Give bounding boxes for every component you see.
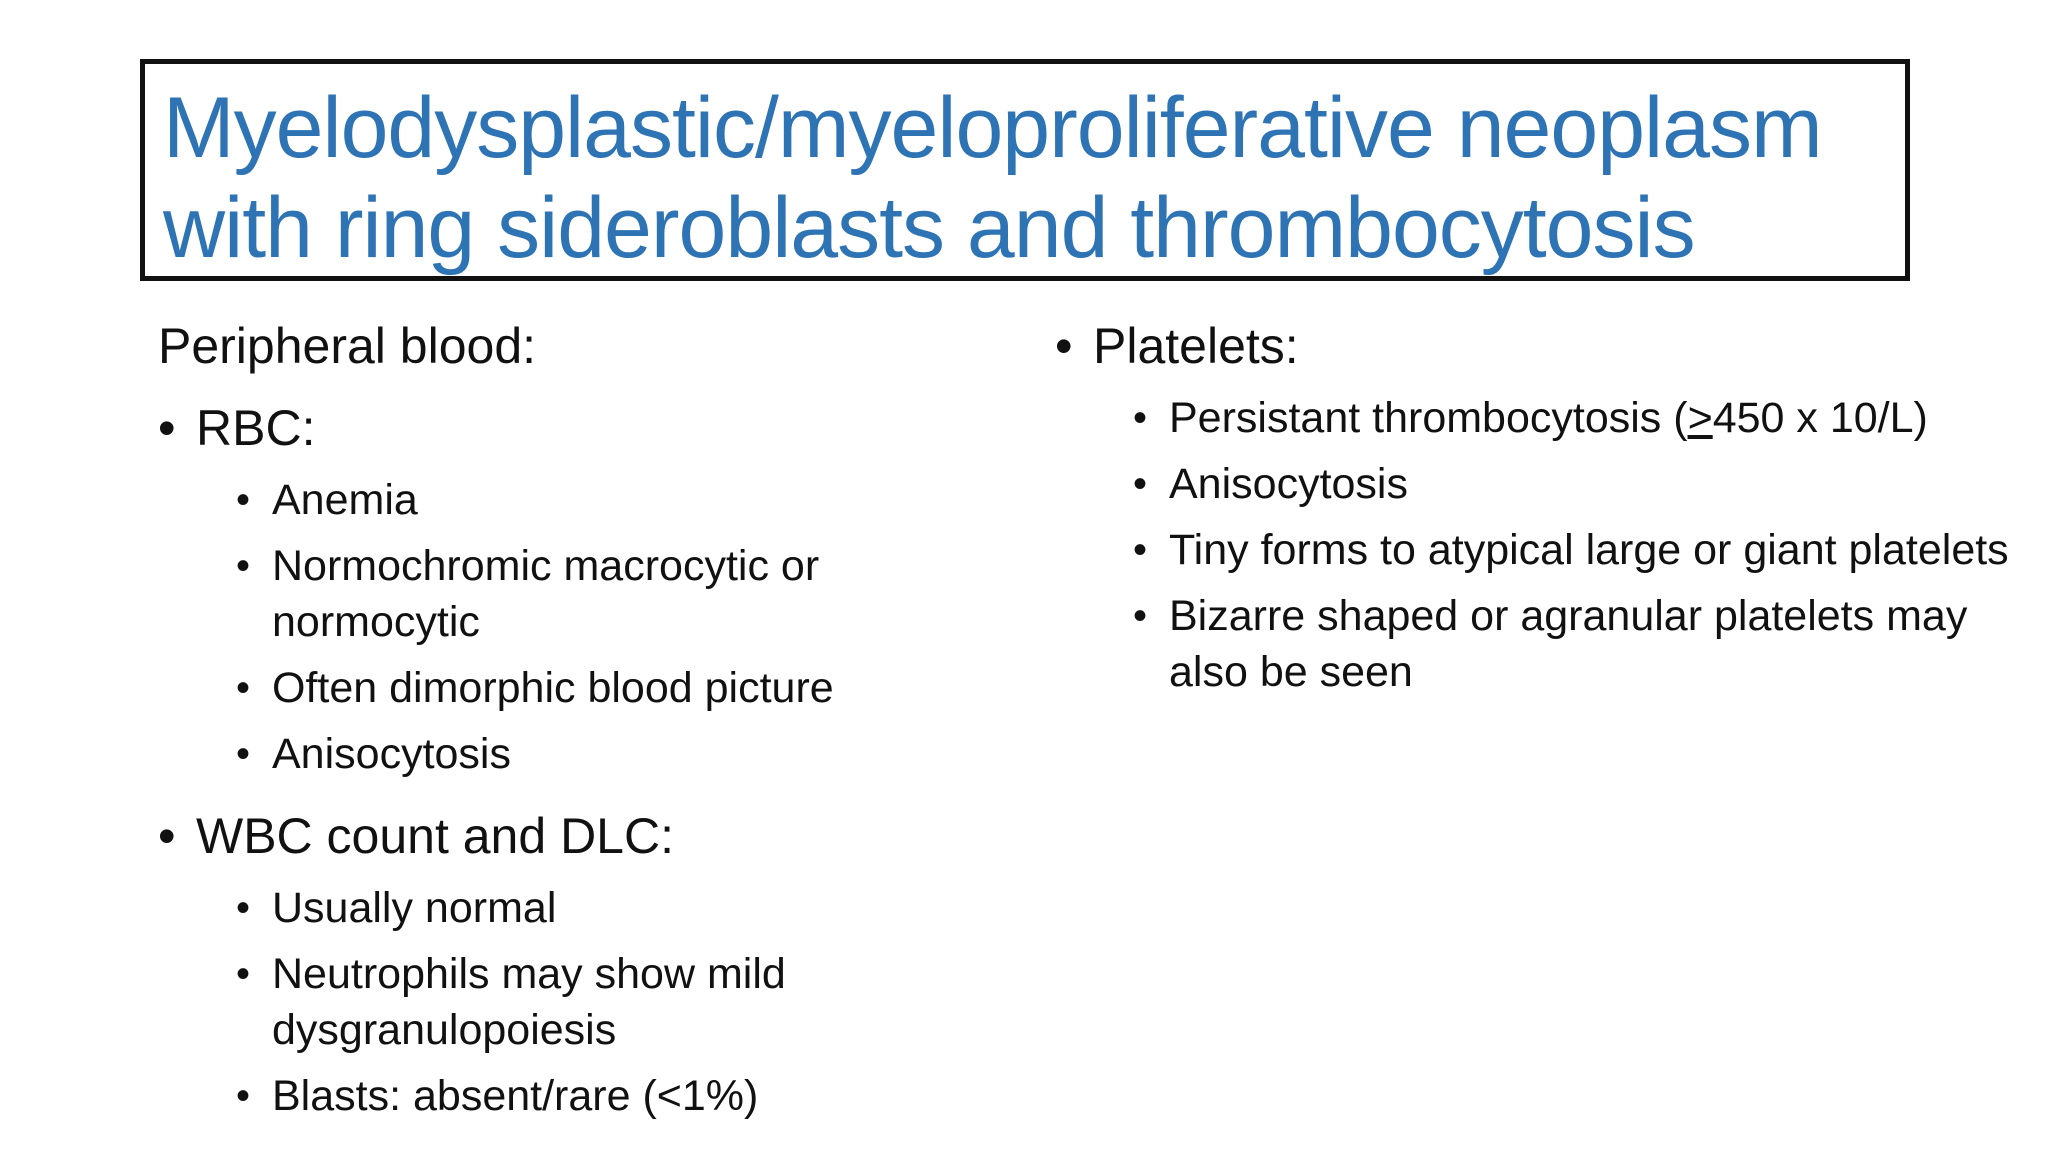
list-item [158, 946, 978, 1058]
platelet-item-bizarre: Bizarre shaped or agranular platelets may also be seen [1169, 592, 1968, 696]
list-item [158, 660, 978, 716]
title-line-1: Myelodysplastic/myeloproliferative neoplasm [163, 80, 1822, 176]
wbc-item-blasts: Blasts: absent/rare (<1%) [272, 1072, 759, 1120]
list-item [1055, 522, 2015, 578]
bullet-icon: • [1133, 396, 1148, 440]
rbc-item-dimorphic: Often dimorphic blood picture [272, 664, 834, 712]
platelet-item-anisocytosis: Anisocytosis [1169, 460, 1408, 508]
bullet-icon: • [236, 544, 251, 588]
rbc-item-anemia: Anemia [272, 476, 418, 524]
list-item [158, 472, 978, 528]
title-box [140, 59, 1910, 281]
list-item [158, 538, 978, 650]
wbc-bullet [158, 802, 978, 870]
list-item [1055, 390, 2015, 446]
list-item [158, 880, 978, 936]
platelets-bullet [1055, 312, 2015, 380]
platelet-item-tiny-forms: Tiny forms to atypical large or giant platelets [1169, 526, 2009, 574]
bullet-icon: • [236, 478, 251, 522]
peripheral-blood-heading: Peripheral blood: [158, 318, 537, 374]
list-item [1055, 456, 2015, 512]
right-column [1055, 312, 2015, 700]
rbc-item-normochromic: Normochromic macrocytic or normocytic [272, 542, 820, 646]
list-item [1055, 588, 2015, 700]
bullet-icon: • [1055, 318, 1073, 374]
wbc-item-normal: Usually normal [272, 884, 557, 932]
list-item [158, 726, 978, 782]
bullet-icon: • [236, 952, 251, 996]
bullet-icon: • [158, 400, 176, 456]
list-item [158, 1068, 978, 1124]
rbc-bullet [158, 394, 978, 462]
left-column [158, 312, 978, 1124]
bullet-icon: • [236, 1074, 251, 1118]
thrombocytosis-suffix: 450 x 10/L) [1712, 394, 1928, 442]
ge-symbol: > [1687, 394, 1713, 442]
platelet-item-thrombocytosis [1169, 394, 1928, 442]
rbc-label: RBC: [196, 400, 316, 456]
bullet-icon: • [1133, 528, 1148, 572]
bullet-icon: • [1133, 594, 1148, 638]
wbc-label: WBC count and DLC: [196, 808, 674, 864]
platelets-label: Platelets: [1093, 318, 1299, 374]
bullet-icon: • [236, 732, 251, 776]
bullet-icon: • [1133, 462, 1148, 506]
bullet-icon: • [236, 666, 251, 710]
rbc-item-anisocytosis: Anisocytosis [272, 730, 511, 778]
bullet-icon: • [236, 886, 251, 930]
wbc-item-neutrophils: Neutrophils may show mild dysgranulopoiesis [272, 950, 786, 1054]
thrombocytosis-prefix: Persistant thrombocytosis ( [1169, 394, 1688, 442]
title-line-2: with ring sideroblasts and thrombocytosis [163, 180, 1695, 276]
bullet-icon: • [158, 808, 176, 864]
